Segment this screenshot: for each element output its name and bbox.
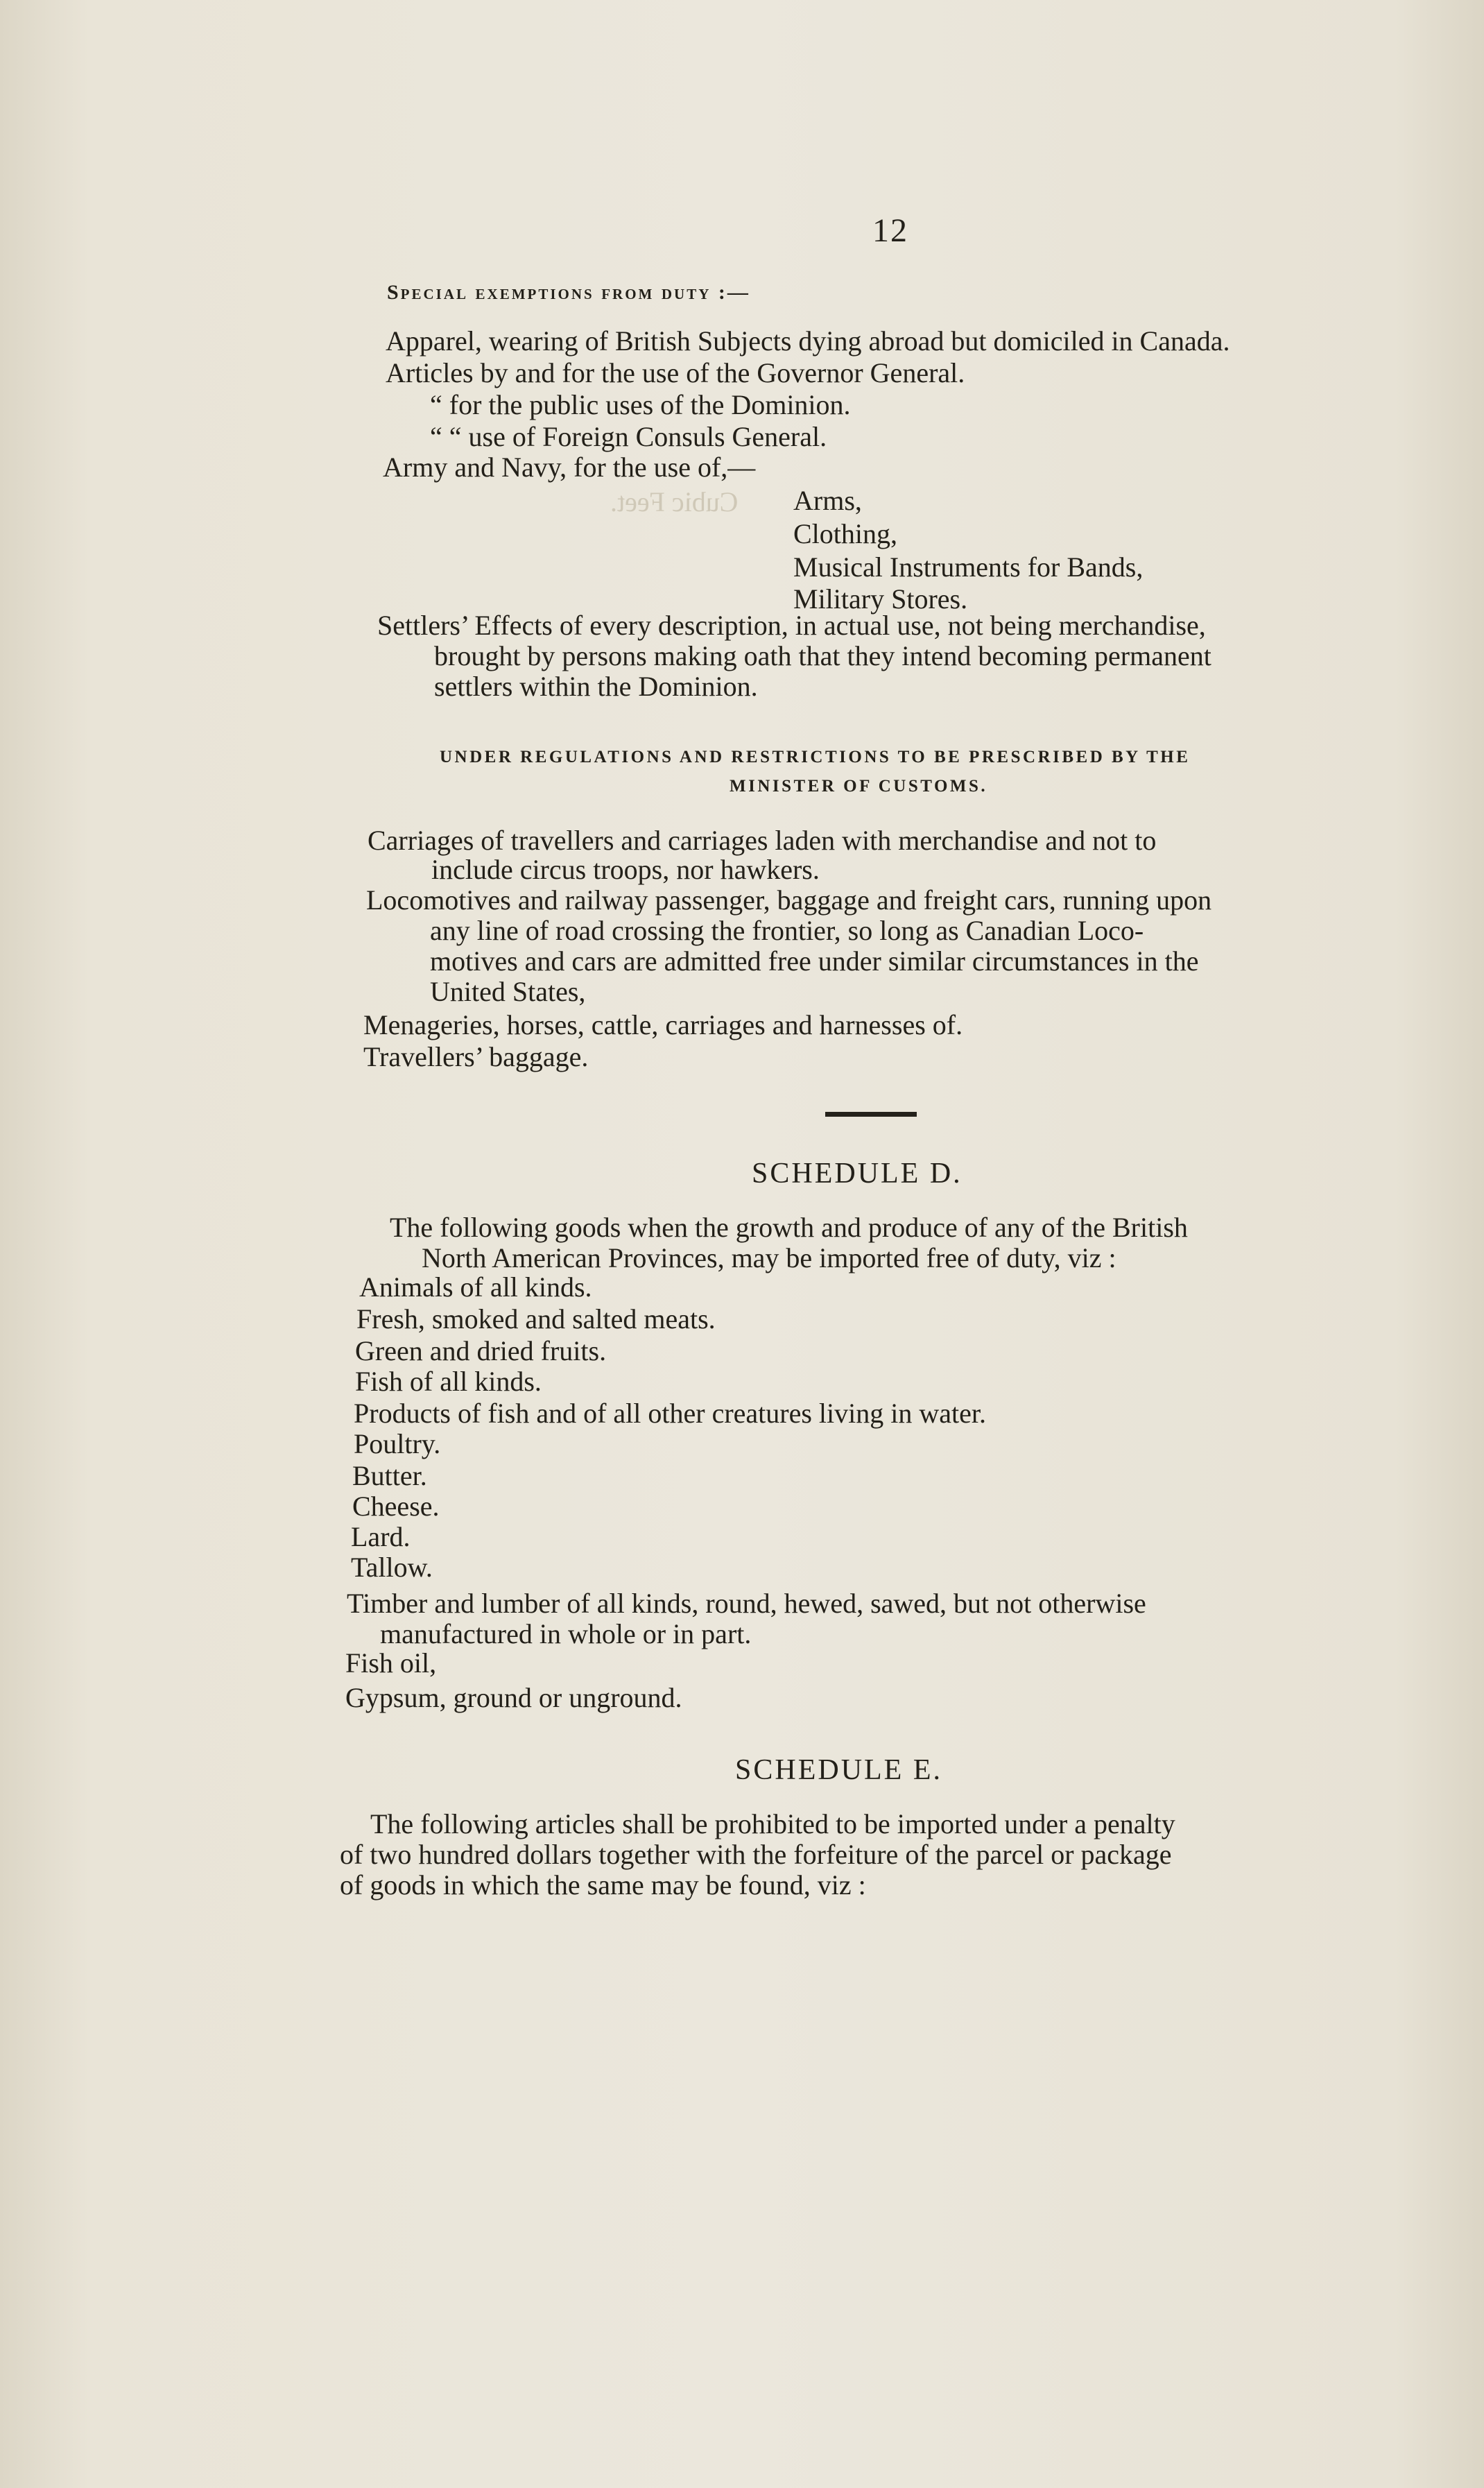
- regulation-line: any line of road crossing the frontier, so long as Canadian Loco-: [430, 915, 1144, 946]
- schedule-d-line: Fresh, smoked and salted meats.: [356, 1303, 716, 1335]
- regulation-line: motives and cars are admitted free under similar circumstances in the: [430, 945, 1199, 977]
- schedule-d-line: Fish of all kinds.: [355, 1366, 542, 1397]
- schedule-d-line: North American Provinces, may be imported free of duty, viz :: [422, 1242, 1116, 1273]
- exemption-line: brought by persons making oath that they intend becoming permanent: [434, 640, 1211, 671]
- exemption-line: Arms,: [793, 485, 862, 516]
- regulation-line: Locomotives and railway passenger, baggage and freight cars, running upon: [366, 884, 1212, 916]
- schedule-e-line: of goods in which the same may be found, viz :: [340, 1869, 866, 1901]
- regulations-heading-line1: UNDER REGULATIONS AND RESTRICTIONS TO BE PRESCRIBED BY THE: [440, 748, 1191, 766]
- regulations-heading-line2: MINISTER OF CUSTOMS.: [730, 777, 988, 796]
- regulation-line: Travellers’ baggage.: [363, 1041, 589, 1072]
- schedule-d-line: Animals of all kinds.: [359, 1271, 592, 1303]
- section-divider: [825, 1112, 917, 1117]
- schedule-d-line: Products of fish and of all other creatures living in water.: [354, 1398, 986, 1429]
- exemption-line: Apparel, wearing of British Subjects dying abroad but domiciled in Canada.: [386, 325, 1230, 357]
- schedule-e-heading: SCHEDULE E.: [735, 1754, 942, 1786]
- page-number: 12: [872, 212, 908, 249]
- schedule-d-line: The following goods when the growth and produce of any of the British: [390, 1212, 1188, 1243]
- schedule-d-line: Fish oil,: [345, 1647, 437, 1679]
- regulation-line: Carriages of travellers and carriages laden with merchandise and not to: [368, 825, 1157, 856]
- exemption-line: Articles by and for the use of the Governor General.: [386, 357, 965, 388]
- exemption-line: “ “ use of Foreign Consuls General.: [430, 421, 827, 452]
- exemption-line: Army and Navy, for the use of,—: [383, 452, 756, 483]
- regulation-line: United States,: [430, 976, 586, 1007]
- show-through-text: Cubic Feet.: [610, 486, 739, 517]
- schedule-d-line: Poultry.: [354, 1428, 441, 1459]
- exemption-line: Settlers’ Effects of every description, in actual use, not being merchandise,: [377, 610, 1206, 641]
- schedule-e-line: of two hundred dollars together with the forfeiture of the parcel or package: [340, 1839, 1172, 1870]
- exemption-line: “ for the public uses of the Dominion.: [430, 389, 851, 420]
- schedule-d-line: Gypsum, ground or unground.: [345, 1682, 682, 1713]
- schedule-d-line: Lard.: [351, 1521, 411, 1552]
- exemption-line: Military Stores.: [793, 583, 968, 615]
- special-exemptions-heading: Special exemptions from duty :—: [387, 281, 750, 304]
- schedule-d-line: Tallow.: [351, 1552, 433, 1583]
- schedule-e-line: The following articles shall be prohibited to be imported under a penalty: [370, 1808, 1175, 1839]
- regulation-line: Menageries, horses, cattle, carriages and harnesses of.: [363, 1009, 963, 1040]
- regulation-line: include circus troops, nor hawkers.: [431, 854, 820, 885]
- exemption-line: Musical Instruments for Bands,: [793, 551, 1144, 583]
- schedule-d-line: manufactured in whole or in part.: [380, 1618, 752, 1649]
- schedule-d-line: Butter.: [352, 1460, 427, 1491]
- schedule-d-line: Cheese.: [352, 1491, 440, 1522]
- exemption-line: Clothing,: [793, 518, 898, 549]
- schedule-d-heading: SCHEDULE D.: [752, 1158, 963, 1190]
- schedule-d-line: Timber and lumber of all kinds, round, hewed, sawed, but not otherwise: [347, 1588, 1146, 1619]
- exemption-line: settlers within the Dominion.: [434, 671, 758, 702]
- schedule-d-line: Green and dried fruits.: [355, 1335, 607, 1366]
